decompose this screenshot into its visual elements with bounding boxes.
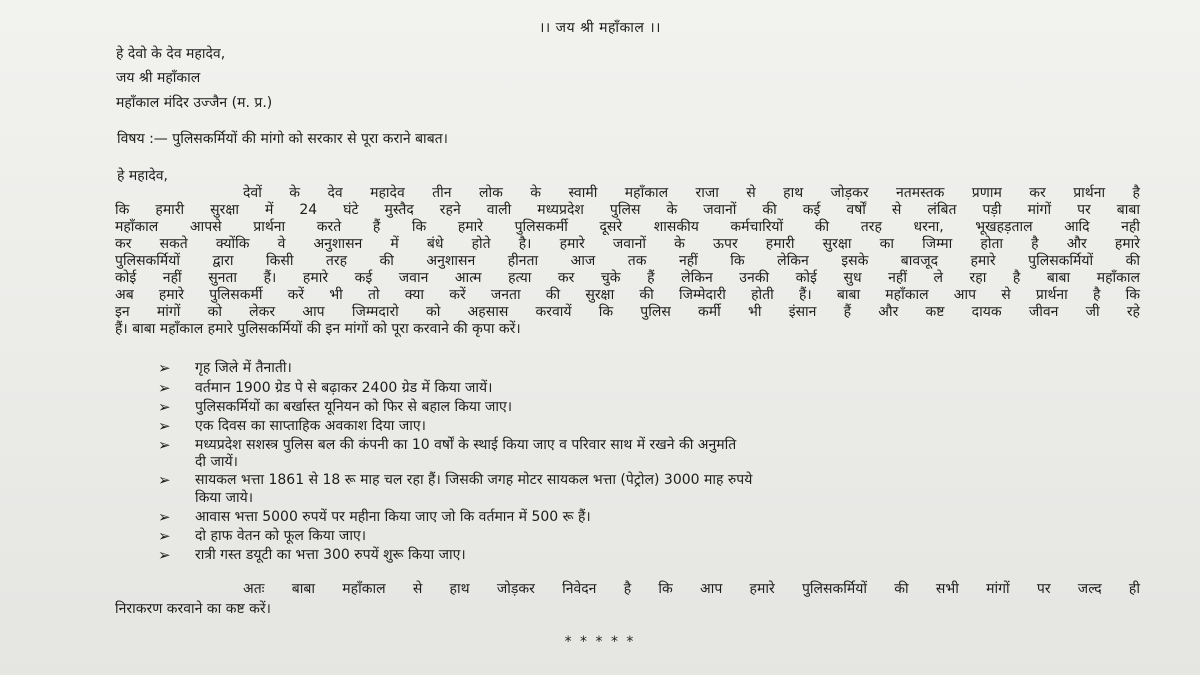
- paragraph-line: देवों के देव महादेव तीन लोक के स्वामी महाँकाल राजा से हाथ जोड़कर नतमस्तक प्रणाम कर प्रार्थना है: [243, 185, 1140, 201]
- address-line-3: महाँकाल मंदिर उज्जैन (म. प्र.): [116, 95, 273, 111]
- address-line-2: जय श्री महाँकाल: [116, 70, 201, 86]
- list-item: आवास भत्ता 5000 रुपयें पर महीना किया जाए जो कि वर्तमान में 500 रू हैं।: [195, 509, 591, 525]
- letter-header: ।। जय श्री महाँकाल ।।: [539, 20, 661, 36]
- address-line-1: हे देवो के देव महादेव,: [116, 46, 226, 62]
- list-item: मध्यप्रदेश सशस्त्र पुलिस बल की कंपनी का 10 वर्षों के स्थाई किया जाए व परिवार साथ में रखने की अनुमति: [195, 437, 737, 453]
- paragraph-line: महाँकाल आपसे प्रार्थना करते हैं कि हमारे पुलिसकर्मी दूसरे शासकीय कर्मचारियों की तरह धरना, भूखहड़ताल आदि नही: [115, 219, 1140, 235]
- list-item: गृह जिले में तैनाती।: [195, 360, 292, 376]
- paragraph-line: इन मांगों को लेकर आप जिम्मदारो को अहसास करवायें कि पुलिस कर्मी भी इंसान हैं और कष्ट दायक जीवन जी रहे: [115, 304, 1140, 320]
- paragraph-line: पुलिसकर्मियों द्वारा किसी तरह की अनुशासन हीनता आज तक नहीं कि लेकिन इसके बावजूद हमारे पुलिसकर्मियों की: [115, 253, 1140, 269]
- paragraph-line: कर सकते क्योंकि वे अनुशासन में बंधे होते है। हमारे जवानों के ऊपर हमारी सुरक्षा का जिम्मा होता है और हमारे: [115, 236, 1140, 252]
- list-item-continuation: किया जाये।: [195, 490, 254, 506]
- arrow-bullet-icon: ➢: [158, 471, 171, 489]
- arrow-bullet-icon: ➢: [158, 379, 171, 397]
- list-item: वर्तमान 1900 ग्रेड पे से बढ़ाकर 2400 ग्रेड में किया जायें।: [195, 380, 493, 396]
- closing-line-1: अतः बाबा महाँकाल से हाथ जोड़कर निवेदन है कि आप हमारे पुलिसकर्मियों की सभी मांगों पर जल्द ही: [243, 581, 1140, 597]
- paragraph-line: कोई नहीं सुनता हैं। हमारे कई जवान आत्म हत्या कर चुके हैं लेकिन उनकी कोई सुध नहीं ले रहा है बाबा महाँकाल: [115, 270, 1140, 286]
- arrow-bullet-icon: ➢: [158, 527, 171, 545]
- arrow-bullet-icon: ➢: [158, 398, 171, 416]
- list-item: दो हाफ वेतन को फूल किया जाए।: [195, 528, 366, 544]
- arrow-bullet-icon: ➢: [158, 417, 171, 435]
- paragraph-line: हैं। बाबा महाँकाल हमारे पुलिसकर्मियों की इन मांगों को पूरा करवाने की कृपा करें।: [115, 321, 521, 337]
- paragraph-line: अब हमारे पुलिसकर्मी करें भी तो क्या करें जनता की सुरक्षा की जिम्मेदारी होती हैं। बाबा महाँकाल आप से प्रार्थना है कि: [115, 287, 1140, 303]
- list-item: पुलिसकर्मियों का बर्खास्त यूनियन को फिर से बहाल किया जाए।: [195, 399, 513, 415]
- closing-line-2: निराकरण करवाने का कष्ट करें।: [115, 601, 271, 617]
- arrow-bullet-icon: ➢: [158, 546, 171, 564]
- arrow-bullet-icon: ➢: [158, 508, 171, 526]
- salutation: हे महादेव,: [117, 168, 168, 184]
- arrow-bullet-icon: ➢: [158, 436, 171, 454]
- list-item: रात्री गस्त डयूटी का भत्ता 300 रुपयें शुरू किया जाए।: [195, 547, 466, 563]
- footer-stars: * * * * *: [564, 634, 636, 650]
- list-item: सायकल भत्ता 1861 से 18 रू माह चल रहा हैं। जिसकी जगह मोटर सायकल भत्ता (पेट्रोल) 3000 माह रुपये: [195, 472, 753, 488]
- subject-line: विषय :— पुलिसकर्मियों की मांगो को सरकार से पूरा कराने बाबत।: [117, 131, 448, 147]
- list-item-continuation: दी जायें।: [195, 454, 238, 470]
- list-item: एक दिवस का साप्ताहिक अवकाश दिया जाए।: [195, 418, 426, 434]
- arrow-bullet-icon: ➢: [158, 359, 171, 377]
- paragraph-line: कि हमारी सुरक्षा में 24 घंटे मुस्तैद रहने वाली मध्यप्रदेश पुलिस के जवानों की कई वर्षों से लंबित पड़ी मांगों पर बाबा: [115, 202, 1140, 218]
